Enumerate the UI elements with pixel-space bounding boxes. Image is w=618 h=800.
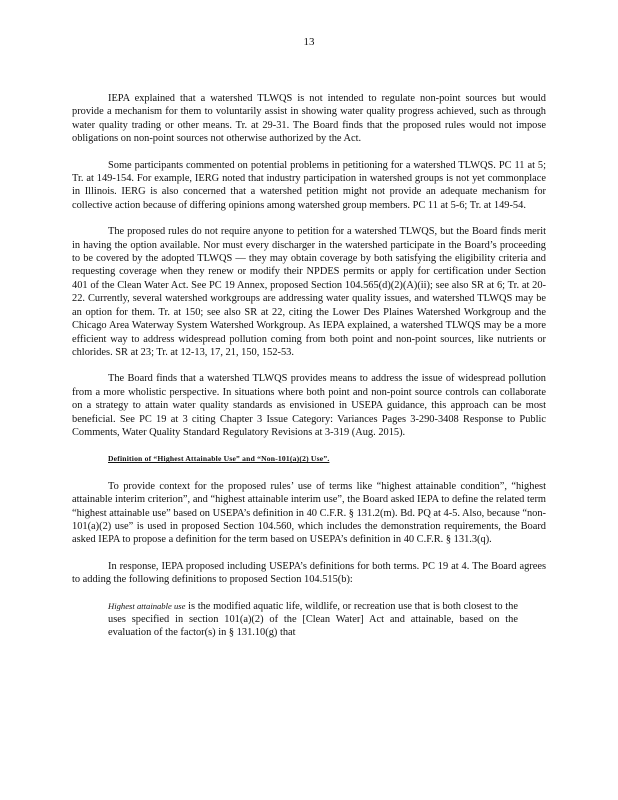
paragraph-definition-context: To provide context for the proposed rules’ use of terms like “highest attainable condition”, “highest attainable interim criterion”, and “highest attainable interim use”, the Board asked IEPA to define the related term “highest attainable use” based on USEPA’s definition in 40 C.F.R. § 131.2(m). Bd. PQ at 4-5. Also, because “non-101(a)(2) use” is used in proposed Section 104.560, which includes the demonstration requirements, the Board asked IEPA to propose a definition for the term based on USEPA’s definition in 40 C.F.R. § 131.3(q).: [72, 480, 546, 546]
page-number: 13: [303, 36, 315, 48]
paragraph-board-finding: The Board finds that a watershed TLWQS provides means to address the issue of widespread pollution from a more wholistic perspective. In situations where both point and non-point source controls can collaborate on a strategy to attain water quality standards as envisioned in USEPA guidance, this approach can be most beneficial. See PC 19 at 3 citing Chapter 3 Issue Category: Variances Pages 3-290-3408 Response to Public Comments, Water Quality Standard Regulatory Revisions at 3-319 (Aug. 2015).: [72, 373, 546, 438]
paragraph-nonpoint-sources: IEPA explained that a watershed TLWQS is not intended to regulate non-point sources but would provide a mechanism for them to voluntarily assist in showing water quality progress achieved, such as through water quality trading or other means. Tr. at 29-31. The Board finds that the proposed rules would not impose obligations on non-point sources not otherwise authorized by the Act.: [72, 93, 546, 145]
defined-term: Highest attainable use: [108, 600, 186, 611]
block-quote-definition: [108, 600, 518, 640]
definition-text: is the modified aquatic life, wildlife, or recreation use that is both closest to the uses specified in section 101(a)(2) of the [Clean Water] Act and attainable, based on the evaluation of the factor(s) in § 131.10(g) that: [108, 600, 518, 639]
paragraph-participant-comments: Some participants commented on potential problems in petitioning for a watershed TLWQS. PC 11 at 5; Tr. at 149-154. For example, IERG noted that industry participation in watershed groups is not yet commonplace in Illinois. IERG is also concerned that a watershed petition might not provide an adequate mechanism for collective action because of differing opinions among watershed group members. PC 11 at 5-6; Tr. at 149-54.: [72, 159, 546, 211]
document-body: [72, 92, 546, 640]
paragraph-petition-option: The proposed rules do not require anyone to petition for a watershed TLWQS, but the Board finds merit in having the option available. Nor must every discharger in the watershed participate in the Board’s proceeding to be covered by the adopted TLWQS — they may obtain coverage by both satisfying the eligibility criteria and requesting coverage when they renew or modify their NPDES permits or apply for certification under Section 401 of the Clean Water Act. See PC 19 Annex, proposed Section 104.565(d)(2)(A)(ii); see also SR at 6; Tr. at 20-22. Currently, several watershed workgroups are addressing water quality issues, and watershed TLWQS may be an option for them. Tr. at 150; see also SR at 22, citing the Lower Des Plaines Watershed Workgroup and the Chicago Area Waterway System Watershed Workgroup. As IEPA explained, a watershed TLWQS may be a more efficient way to address widespread pollution coming from both point and non-point sources, like nutrients or chlorides. SR at 23; Tr. at 12-13, 17, 21, 150, 152-53.: [72, 226, 546, 358]
section-heading: Definition of “Highest Attainable Use” and “Non-101(a)(2) Use”.: [108, 454, 330, 464]
paragraph-iepa-response: In response, IEPA proposed including USEPA’s definitions for both terms. PC 19 at 4. The Board agrees to adding the following definitions to proposed Section 104.515(b):: [72, 560, 546, 586]
